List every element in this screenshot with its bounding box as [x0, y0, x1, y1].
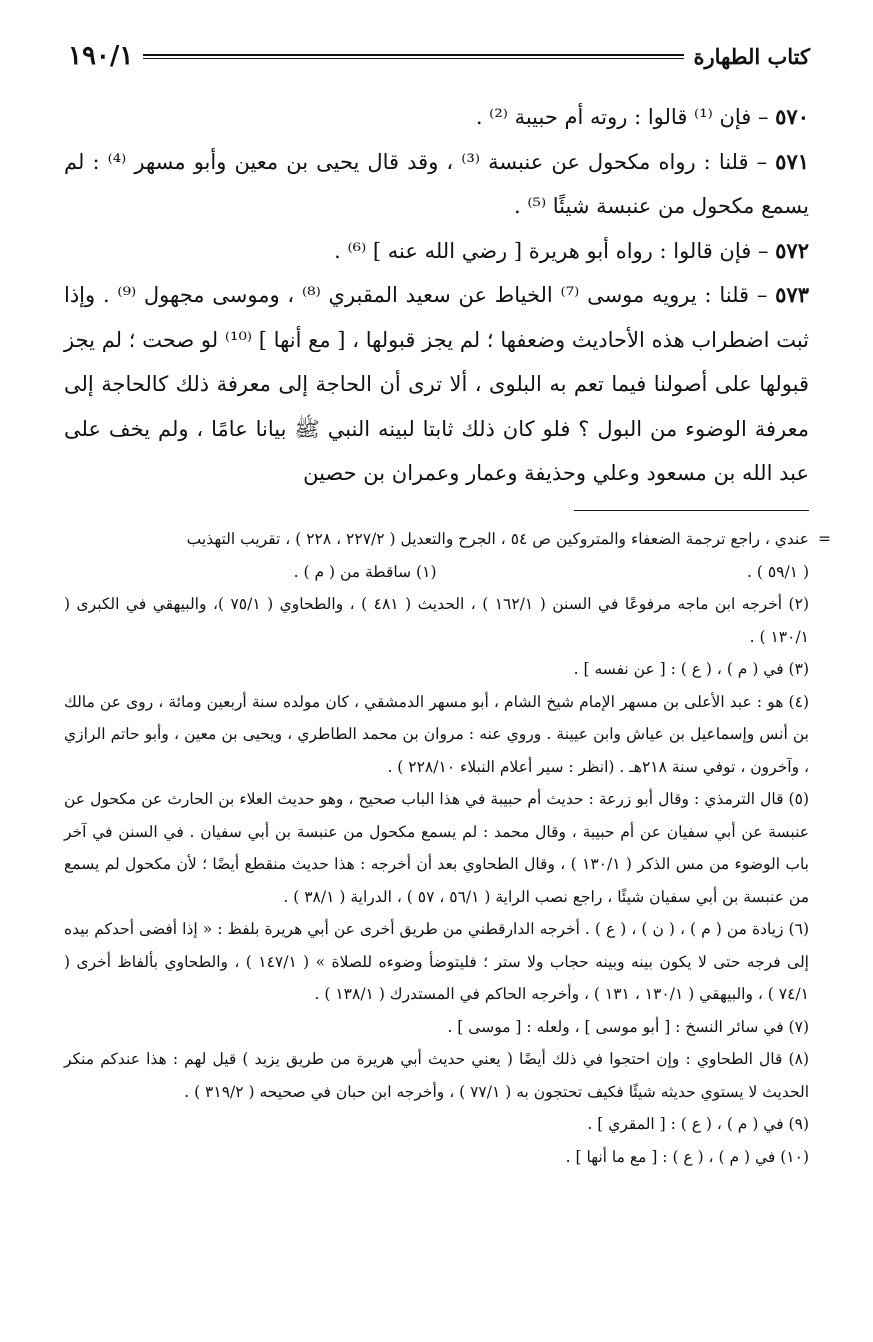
paragraph-text: – فإن ⁽¹⁾ قالوا : روته أم حبيبة ⁽²⁾ . [475, 105, 776, 129]
footnote-5: (٥) قال الترمذي : وقال أبو زرعة : حديث أم حبيبة في هذا الباب صحيح ، وهو حديث العلاء بن الحارث عن مكحول عن عنبسة عن أبي سفيان عن أم حبيبة ، وقال محمد : لم يسمع مكحول من عنبسة بن أبي سفيان . في السنن في آخر باب الوضوء من مس الذكر ( ١٣٠/١ ) ، وقال الطحاوي بعد أن أخرجه : هذا حديث منقطع أيضًا ؛ لأن مكحول لم يسمع من عنبسة بن أبي سفيان شيئًا ، راجع نصب الراية ( ٥٦/١ ، ٥٧ ) ، الدراية ( ٣٨/١ ) . [64, 790, 809, 906]
paragraph-571 [64, 140, 809, 229]
header-rule [143, 54, 683, 59]
book-title: كتاب الطهارة [693, 43, 810, 69]
footnote-2: (٢) أخرجه ابن ماجه مرفوعًا في السنن ( ١٦٢/١ ) ، الحديث ( ٤٨١ ) ، والطحاوي ( ٧٥/١ )، والبيهقي في الكبرى ( ١٣٠/١ ) . [64, 595, 809, 646]
paragraph-570 [64, 95, 809, 140]
footnote-row [64, 556, 809, 589]
footnote-separator [574, 510, 809, 511]
paragraph-text: – قلنا : يرويه موسى ⁽⁷⁾ الخياط عن سعيد المقبري ⁽⁸⁾ ، وموسى مجهول ⁽⁹⁾ . وإذا ثبت اضطراب هذه الأحاديث وضعفها ؛ لم يجز قبولها ، [ مع أنها ] ⁽¹⁰⁾ لو صحت ؛ لم يجز قبولها على أصولنا فيما تعم به البلوى ، ألا ترى أن الحاجة إلى معرفة ذلك كالحاجة إلى معرفة الوضوء من البول ؟ فلو كان ذلك ثابتا لبينه النبي ﷺ بيانا عامًا ، ولم يخف على عبد الله بن مسعود وعلي وحذيفة وعمار وعمران بن حصين [64, 283, 809, 485]
footnote-4: (٤) هو : عبد الأعلى بن مسهر الإمام شيخ الشام ، أبو مسهر الدمشقي ، كان مولده سنة أربعين ومائة ، روى عن مالك بن أنس وإسماعيل بن عياش وابن عيينة . وروي عنه : مروان بن محمد الطاطري ، ويحيى بن معين ، وأبو حاتم الرازي ، وآخرون ، توفي سنة ٢١٨هـ . (انظر : سير أعلام النبلاء ٢٢٨/١٠ ) . [64, 692, 809, 776]
paragraph-number: ٥٧٢ [775, 237, 809, 263]
footnote-continuation-end: ( ٥٩/١ ) . [746, 562, 809, 581]
footnote-1: (١) ساقطة من ( م ) . [293, 562, 437, 581]
paragraph-number: ٥٧١ [775, 148, 810, 174]
footnote-9: (٩) في ( م ) ، ( ع ) : [ المقري ] . [587, 1115, 809, 1133]
running-header [68, 36, 810, 76]
footnote-3: (٣) في ( م ) ، ( ع ) : [ عن نفسه ] . [573, 660, 809, 678]
paragraph-number: ٥٧٠ [775, 104, 809, 129]
paragraph-572 [64, 229, 809, 274]
footnote-10: (١٠) في ( م ) ، ( ع ) : [ مع ما أنها ] . [565, 1147, 809, 1166]
paragraph-number: ٥٧٣ [775, 282, 809, 307]
main-text [64, 95, 809, 496]
footnote-7: (٧) في سائر النسخ : [ أبو موسى ] ، ولعله : [ موسى ] . [447, 1017, 809, 1036]
paragraph-text: – فإن قالوا : رواه أبو هريرة [ رضي الله عنه ] ⁽⁶⁾ . [334, 238, 776, 263]
continuation-mark: = [818, 530, 831, 548]
footnote-continuation: = عندي ، راجع ترجمة الضعفاء والمتروكين ص ٥٤ ، الجرح والتعديل ( ٢٢٧/٢ ، ٢٢٨ ) ، تقريب التهذيب [64, 523, 809, 556]
paragraph-text: – قلنا : رواه مكحول عن عنبسة ⁽³⁾ ، وقد قال يحيى بن معين وأبو مسهر ⁽⁴⁾ : لم يسمع مكحول من عنبسة شيئًا ⁽⁵⁾ . [64, 149, 809, 218]
footnote-8: (٨) قال الطحاوي : وإن احتجوا في ذلك أيضًا ( يعني حديث أبي هريرة من طريق يزيد ) قيل لهم : هذا عندكم منكر الحديث لا يستوي حديثه شيئًا فكيف تحتجون به ( ٧٧/١ ) ، وأخرجه ابن حبان في صحيحه ( ٣١٩/٢ ) . [64, 1050, 809, 1101]
page-number: ١٩٠/١ [68, 41, 134, 71]
footnotes [64, 523, 831, 1173]
paragraph-573 [64, 273, 809, 496]
footnote-6: (٦) زيادة من ( م ) ، ( ن ) ، ( ع ) . أخرجه الدارقطني من طريق أخرى عن أبي هريرة بلفظ : « إذا أفضى أحدكم بيده إلى فرجه حتى لا يكون بينه وبينه حجاب ولا ستر ؛ فليتوضأ وضوءه للصلاة » ( ١٤٧/١ ) ، والطحاوي بألفاظ أخرى ( ٧٤/١ ) ، والبيهقي ( ١٣٠/١ ، ١٣١ ) ، وأخرجه الحاكم في المستدرك ( ١٣٨/١ ) . [64, 920, 809, 1003]
